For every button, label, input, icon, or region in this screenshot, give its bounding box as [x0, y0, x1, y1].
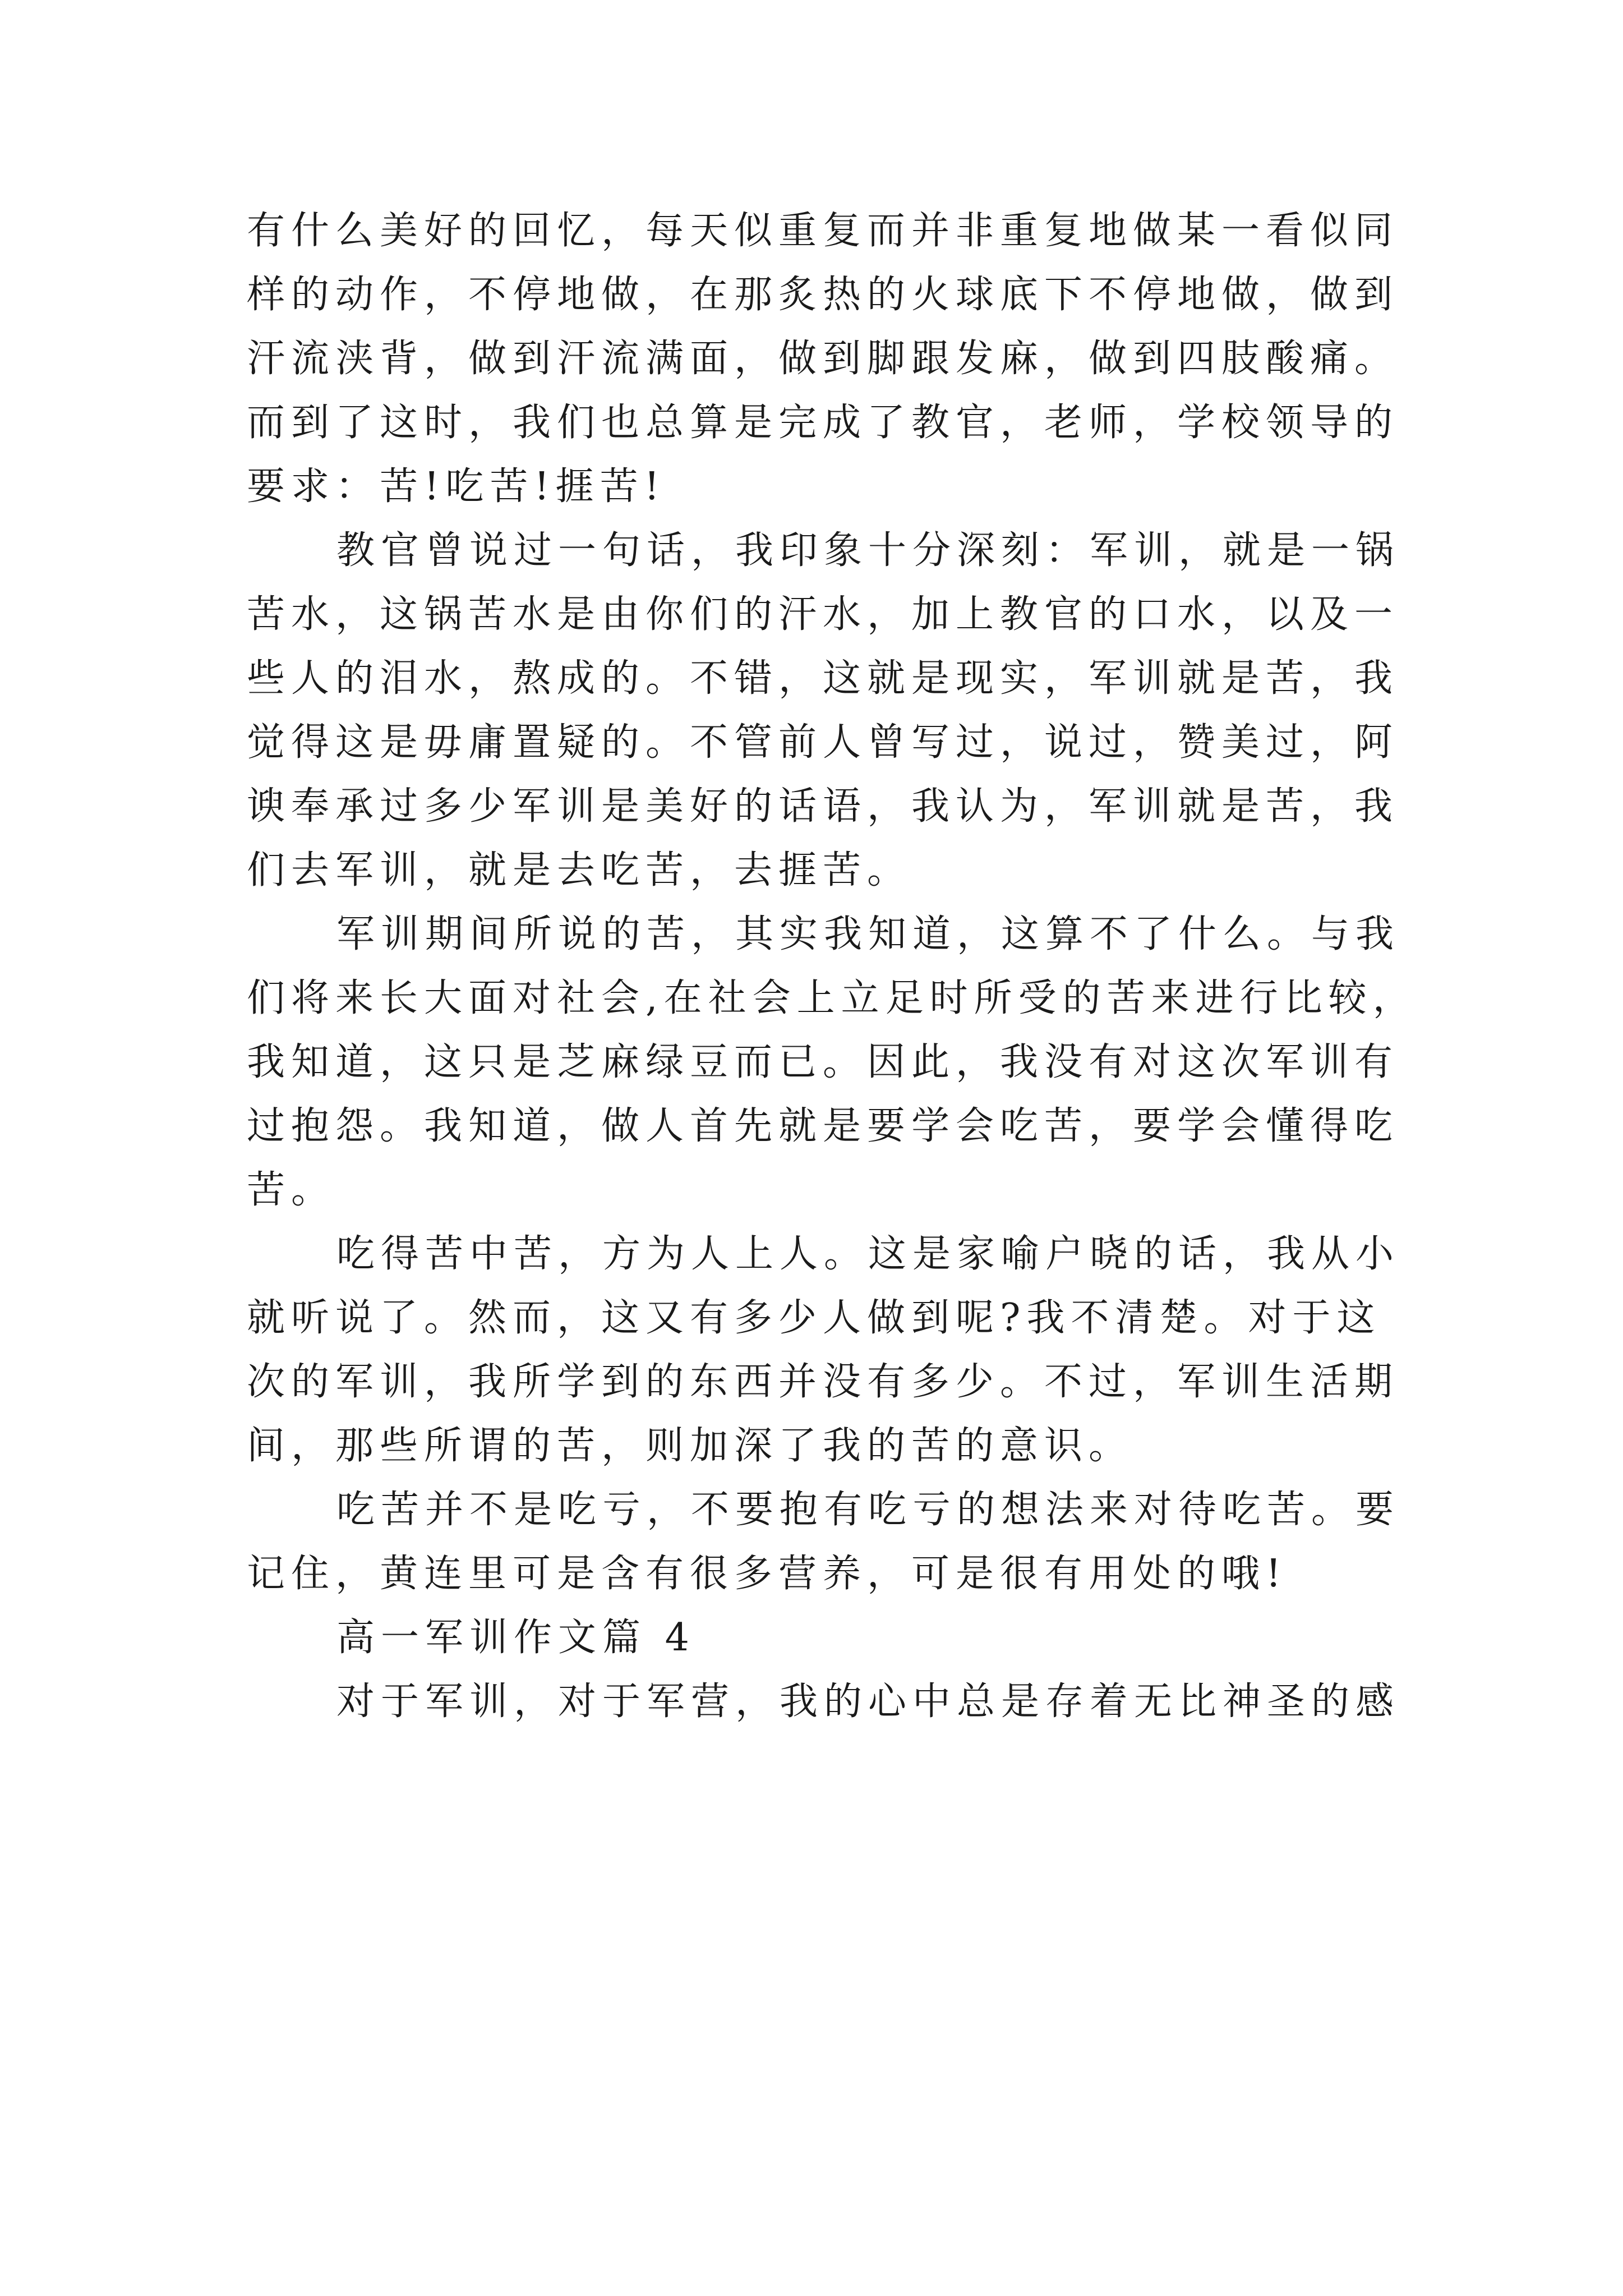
- text-line: 次的军训，我所学到的东西并没有多少。不过，军训生活期: [247, 1360, 1399, 1404]
- text-line: 们去军训，就是去吃苦，去捱苦。: [247, 848, 912, 892]
- paragraph-first-line: 对于军训，对于军营，我的心中总是存着无比神圣的感: [336, 1680, 1400, 1724]
- paragraph-first-line: 吃苦并不是吃亏，不要抱有吃亏的想法来对待吃苦。要: [336, 1488, 1400, 1532]
- text-line: 们将来长大面对社会,在社会上立足时所受的苦来进行比较，: [247, 976, 1417, 1020]
- text-line: 有什么美好的回忆，每天似重复而并非重复地做某一看似同: [247, 209, 1399, 253]
- text-line: 过抱怨。我知道，做人首先就是要学会吃苦，要学会懂得吃: [247, 1104, 1399, 1148]
- text-line: 汗流浃背，做到汗流满面，做到脚跟发麻，做到四肢酸痛。: [247, 337, 1399, 381]
- text-line: 就听说了。然而，这又有多少人做到呢?我不清楚。对于这: [247, 1296, 1381, 1340]
- text-line: 谀奉承过多少军训是美好的话语，我认为，军训就是苦，我: [247, 784, 1399, 829]
- paragraph-first-line: 军训期间所说的苦，其实我知道，这算不了什么。与我: [336, 912, 1400, 956]
- paragraph-first-line: 教官曾说过一句话，我印象十分深刻：军训，就是一锅: [336, 528, 1400, 573]
- paragraph-first-line: 吃得苦中苦，方为人上人。这是家喻户晓的话，我从小: [336, 1232, 1400, 1276]
- document-body: [247, 199, 1417, 1734]
- text-line: 苦。: [247, 1168, 336, 1212]
- text-line: 觉得这是毋庸置疑的。不管前人曾写过，说过，赞美过，阿: [247, 720, 1399, 765]
- section-heading: 高一军训作文篇 4: [336, 1616, 695, 1660]
- text-line: 要求：苦!吃苦!捱苦!: [247, 464, 666, 509]
- text-line: 而到了这时，我们也总算是完成了教官，老师，学校领导的: [247, 401, 1399, 445]
- text-line: 苦水，这锅苦水是由你们的汗水，加上教官的口水，以及一: [247, 592, 1399, 637]
- text-line: 些人的泪水，熬成的。不错，这就是现实，军训就是苦，我: [247, 656, 1399, 701]
- text-line: 我知道，这只是芝麻绿豆而已。因此，我没有对这次军训有: [247, 1040, 1399, 1084]
- text-line: 间，那些所谓的苦，则加深了我的苦的意识。: [247, 1424, 1133, 1468]
- text-line: 记住，黄连里可是含有很多营养，可是很有用处的哦!: [247, 1552, 1288, 1596]
- text-line: 样的动作，不停地做，在那炙热的火球底下不停地做，做到: [247, 273, 1399, 317]
